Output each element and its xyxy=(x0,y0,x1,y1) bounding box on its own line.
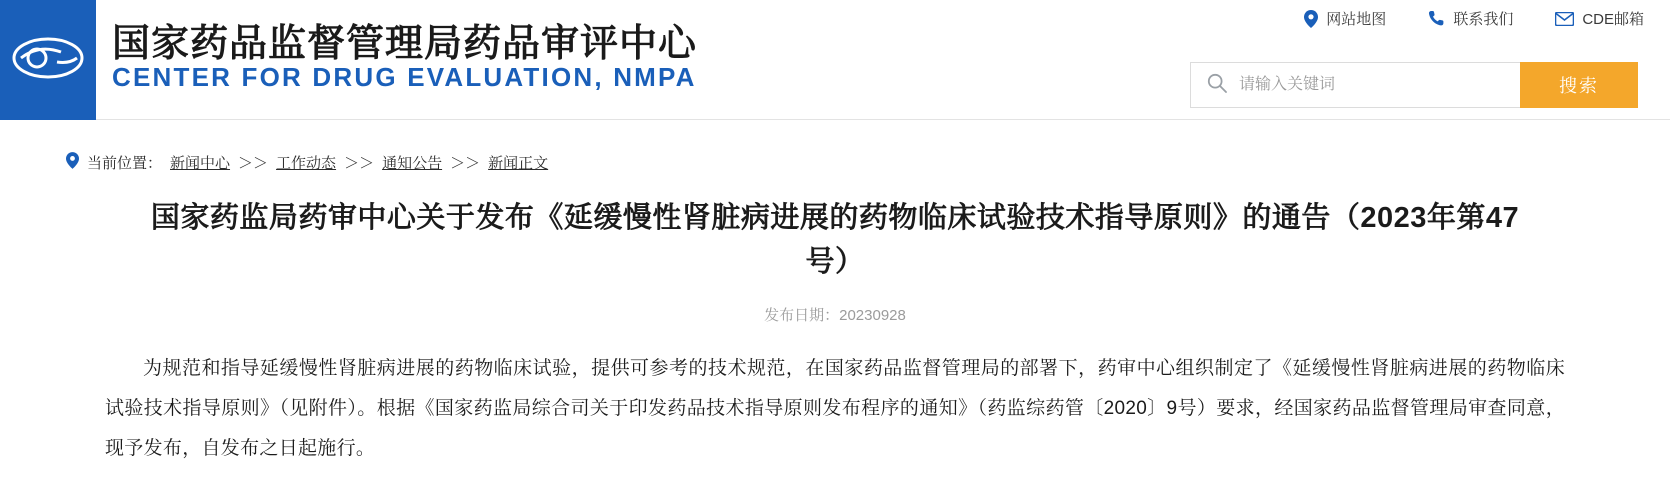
search-icon xyxy=(1207,73,1227,98)
breadcrumb-separator: ＞＞ xyxy=(344,155,375,172)
site-header xyxy=(0,0,1670,120)
toplink-contact-label: 联系我们 xyxy=(1453,11,1514,28)
breadcrumb-prefix: 当前位置： xyxy=(87,155,163,172)
top-links xyxy=(1304,8,1644,29)
search-input[interactable] xyxy=(1237,65,1492,105)
location-pin-icon xyxy=(1304,10,1318,28)
toplink-mail-label: CDE邮箱 xyxy=(1582,11,1644,28)
breadcrumb-item-news-center[interactable]: 新闻中心 xyxy=(170,155,231,172)
breadcrumb-item-article[interactable]: 新闻正文 xyxy=(488,155,549,172)
breadcrumb xyxy=(66,152,548,173)
breadcrumb-separator: ＞＞ xyxy=(238,155,269,172)
site-logo[interactable] xyxy=(0,0,96,120)
toplink-contact[interactable] xyxy=(1428,8,1513,29)
search-bar xyxy=(1190,62,1638,108)
breadcrumb-item-announcements[interactable]: 通知公告 xyxy=(382,155,443,172)
toplink-sitemap[interactable] xyxy=(1304,8,1386,29)
article-paragraph: 为规范和指导延缓慢性肾脏病进展的药物临床试验，提供可参考的技术规范，在国家药品监督管理局的部署下，药审中心组织制定了《延缓慢性肾脏病进展的药物临床试验技术指导原则》（见附件）。根据《国家药监局综合司关于印发药品技术指导原则发布程序的通知》（药监综药管〔2020〕9号）要求，经国家药品监督管理局审查同意，现予发布，自发布之日起施行。 xyxy=(105,358,1565,459)
location-pin-icon xyxy=(66,152,79,173)
cde-eye-logo-icon xyxy=(11,34,85,87)
page-title: 国家药监局药审中心关于发布《延缓慢性肾脏病进展的药物临床试验技术指导原则》的通告（2023年第47号） xyxy=(150,202,1520,278)
breadcrumb-item-work-updates[interactable]: 工作动态 xyxy=(276,155,337,172)
toplink-mail[interactable] xyxy=(1555,8,1644,29)
mail-icon xyxy=(1555,12,1574,26)
site-title-cn: 国家药品监督管理局药品审评中心 xyxy=(112,23,698,65)
search-input-wrap[interactable] xyxy=(1190,62,1520,108)
publish-date: 发布日期：20230928 xyxy=(764,307,906,324)
breadcrumb-separator: ＞＞ xyxy=(450,155,481,172)
site-title-en: CENTER FOR DRUG EVALUATION, NMPA xyxy=(112,62,697,92)
article-body xyxy=(105,349,1565,469)
toplink-sitemap-label: 网站地图 xyxy=(1326,11,1387,28)
search-button[interactable]: 搜索 xyxy=(1520,62,1638,108)
phone-icon xyxy=(1428,10,1445,27)
article xyxy=(0,196,1670,469)
